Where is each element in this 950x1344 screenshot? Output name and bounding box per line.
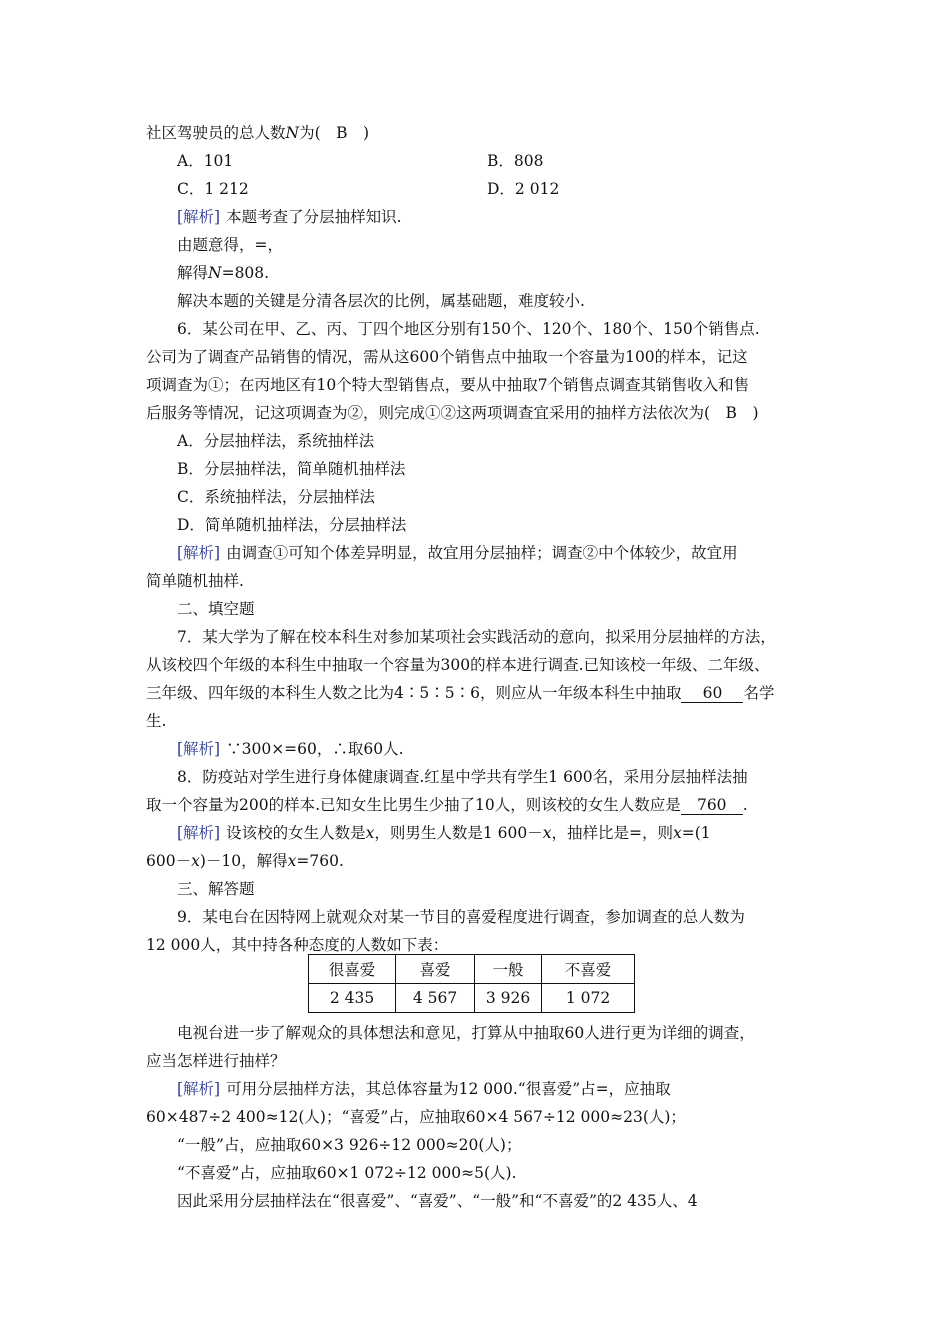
q7-stem-line-2: 从该校四个年级的本科生中抽取一个容量为300的样本进行调查.已知该校一年级、二年级、 — [146, 656, 770, 674]
q6-stem-line-4: 后服务等情况，记这项调查为②，则完成①②这两项调查宜采用的抽样方法依次为( B ) — [146, 404, 759, 422]
analysis-tag: [解析] — [177, 1080, 221, 1098]
section-fill-in-heading: 二、填空题 — [177, 600, 255, 618]
table-header-cell: 一般 — [475, 955, 542, 984]
q5-analysis-line-4: 解决本题的关键是分清各层次的比例，属基础题，难度较小. — [177, 292, 585, 310]
table-cell: 1 072 — [542, 984, 635, 1013]
table-row — [309, 984, 635, 1013]
q9-analysis-line-5: 因此采用分层抽样法在“很喜爱”、“喜爱”、“一般”和“不喜爱”的2 435人、4 — [177, 1192, 698, 1210]
q5-option-c: C．1 212 — [177, 180, 249, 198]
section-answer-heading: 三、解答题 — [177, 880, 255, 898]
analysis-tag: [解析] — [177, 544, 221, 562]
q9-analysis-line-4: “不喜爱”占，应抽取60×1 072÷12 000≈5(人). — [177, 1164, 517, 1182]
q5-stem-tail: 社区驾驶员的总人数N为( B ) — [146, 124, 370, 142]
analysis-tag: [解析] — [177, 208, 221, 226]
table-cell: 4 567 — [396, 984, 475, 1013]
table-cell: 2 435 — [309, 984, 396, 1013]
q9-analysis-line-1: [解析] 可用分层抽样方法，其总体容量为12 000.“很喜爱”占=，应抽取 — [177, 1080, 671, 1098]
q6-option-a: A．分层抽样法，系统抽样法 — [177, 432, 375, 450]
table-header-cell: 很喜爱 — [309, 955, 396, 984]
q9-analysis-line-2: 60×487÷2 400≈12(人)；“喜爱”占，应抽取60×4 567÷12 000≈23(人)； — [146, 1108, 686, 1126]
analysis-tag: [解析] — [177, 740, 221, 758]
q6-option-b: B．分层抽样法，简单随机抽样法 — [177, 460, 406, 478]
q9-stem-line-2: 12 000人，其中持各种态度的人数如下表： — [146, 936, 449, 954]
q6-stem-line-1: 6．某公司在甲、乙、丙、丁四个地区分别有150个、120个、180个、150个销售点. — [177, 320, 760, 338]
table-header-cell: 喜爱 — [396, 955, 475, 984]
q9-stem-line-4: 应当怎样进行抽样？ — [146, 1052, 286, 1070]
q6-analysis-line-1: [解析] 由调查①可知个体差异明显，故宜用分层抽样；调查②中个体较少，故宜用 — [177, 544, 738, 562]
table-header-row — [309, 955, 635, 984]
q8-stem-line-1: 8．防疫站对学生进行身体健康调查.红星中学共有学生1 600名，采用分层抽样法抽 — [177, 768, 748, 786]
q8-analysis-line-2: 600－x)－10，解得x=760. — [146, 852, 344, 870]
q8-answer-blank: 760 — [681, 796, 743, 815]
table-header-cell: 不喜爱 — [542, 955, 635, 984]
q5-analysis-line-1: [解析] 本题考查了分层抽样知识. — [177, 208, 402, 226]
q9-stem-line-1: 9．某电台在因特网上就观众对某一节目的喜爱程度进行调查，参加调查的总人数为 — [177, 908, 745, 926]
q9-analysis-line-3: “一般”占，应抽取60×3 926÷12 000≈20(人)； — [177, 1136, 522, 1154]
analysis-tag: [解析] — [177, 824, 221, 842]
q6-option-d: D．简单随机抽样法，分层抽样法 — [177, 516, 407, 534]
q8-stem-line-2: 取一个容量为200的样本.已知女生比男生少抽了10人，则该校的女生人数应是 760 . — [146, 796, 748, 814]
q5-option-a: A．101 — [177, 152, 234, 170]
q5-analysis-line-2: 由题意得，=， — [177, 236, 283, 254]
q7-stem-line-3: 三年级、四年级的本科生人数之比为4∶5∶5∶6，则应从一年级本科生中抽取 60 名学 — [146, 684, 775, 702]
q6-stem-line-2: 公司为了调查产品销售的情况，需从这600个销售点中抽取一个容量为100的样本，记这 — [146, 348, 748, 366]
q7-answer-blank: 60 — [681, 684, 743, 703]
table-cell: 3 926 — [475, 984, 542, 1013]
q9-stem-line-3: 电视台进一步了解观众的具体想法和意见，打算从中抽取60人进行更为详细的调查， — [177, 1024, 755, 1042]
q6-stem-line-3: 项调查为①；在丙地区有10个特大型销售点，要从中抽取7个销售点调查其销售收入和售 — [146, 376, 750, 394]
q6-analysis-line-2: 简单随机抽样. — [146, 572, 244, 590]
attitude-table — [308, 954, 635, 1013]
q5-option-b: B．808 — [487, 152, 544, 170]
q5-option-d: D．2 012 — [487, 180, 560, 198]
q7-stem-line-1: 7．某大学为了解在校本科生对参加某项社会实践活动的意向，拟采用分层抽样的方法， — [177, 628, 776, 646]
q7-analysis-line-1: [解析] ∵300×=60，∴取60人. — [177, 740, 404, 758]
q6-option-c: C．系统抽样法，分层抽样法 — [177, 488, 375, 506]
q5-analysis-line-3: 解得N=808. — [177, 264, 270, 282]
q8-analysis-line-1: [解析] 设该校的女生人数是x，则男生人数是1 600－x，抽样比是=，则x=(1 — [177, 824, 711, 842]
q7-stem-line-4: 生. — [146, 712, 167, 730]
